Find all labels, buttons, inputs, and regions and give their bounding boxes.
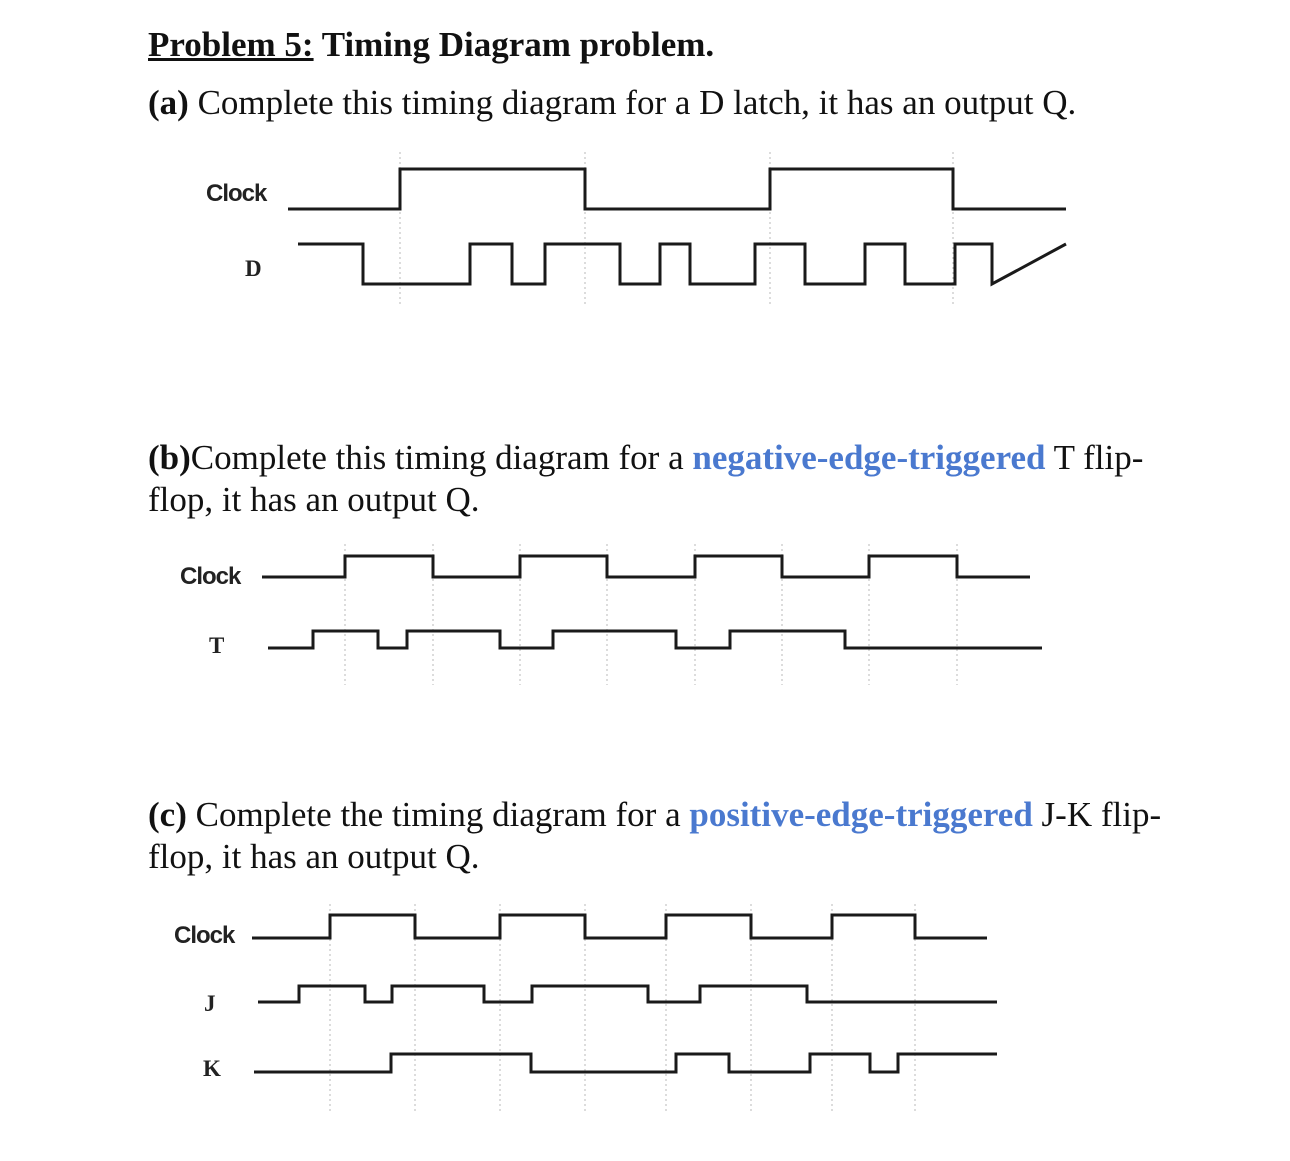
part-b-t-waveform <box>268 631 1042 648</box>
part-c-highlight: positive-edge-triggered <box>689 795 1033 834</box>
part-a-prompt <box>148 82 1076 124</box>
part-c-clock-waveform <box>252 915 987 938</box>
part-b-label: (b) <box>148 438 191 477</box>
part-a-text: Complete this timing diagram for a D latch, it has an output Q. <box>188 83 1077 122</box>
part-c-text-before: Complete the timing diagram for a <box>186 795 690 834</box>
part-c-prompt-line2: flop, it has an output Q. <box>148 837 480 876</box>
part-b-prompt <box>148 437 1143 479</box>
part-a-clock-label: Clock <box>206 180 267 207</box>
problem-title-text: Timing Diagram problem. <box>313 25 715 64</box>
part-b-t-label: T <box>209 633 224 658</box>
part-c-text-after: J-K flip- <box>1032 795 1162 834</box>
part-b-clock-waveform <box>262 556 1030 577</box>
problem-title <box>148 24 714 66</box>
part-c-j-label: J <box>204 991 215 1016</box>
part-c-label: (c) <box>148 795 187 834</box>
part-a-label: (a) <box>148 83 189 122</box>
part-a-timing-diagram <box>0 150 1290 310</box>
problem-number: Problem 5: <box>148 25 314 64</box>
part-b-prompt-line2: flop, it has an output Q. <box>148 480 480 519</box>
part-b-highlight: negative-edge-triggered <box>692 438 1046 477</box>
part-c-k-waveform <box>254 1054 997 1072</box>
part-b-text-before: Complete this timing diagram for a <box>190 438 693 477</box>
part-c-prompt <box>148 794 1161 836</box>
part-c-timing-diagram <box>0 900 1290 1120</box>
part-b-timing-diagram <box>0 540 1290 690</box>
part-b-text-after: T flip- <box>1045 438 1144 477</box>
part-c-k-label: K <box>203 1056 220 1081</box>
part-a-d-label: D <box>245 256 261 281</box>
part-a-clock-waveform <box>288 169 1066 209</box>
part-a-d-waveform <box>298 244 1066 284</box>
part-c-clock-label: Clock <box>174 922 235 949</box>
part-c-j-waveform <box>258 986 997 1002</box>
part-b-clock-label: Clock <box>180 563 241 590</box>
